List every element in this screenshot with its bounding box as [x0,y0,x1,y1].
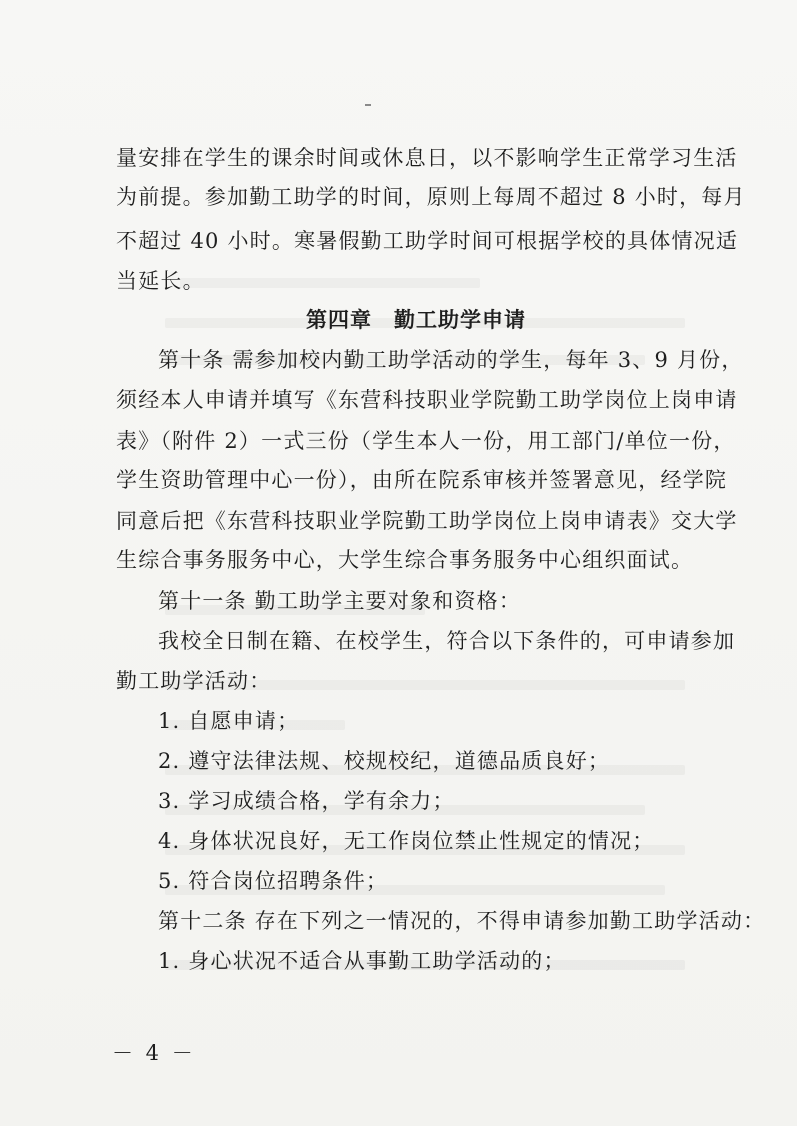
body-line: 不超过 40 小时。寒暑假勤工助学时间可根据学校的具体情况适 [116,229,739,253]
body-line: 为前提。参加勤工助学的时间，原则上每周不超过 8 小时，每月 [116,185,746,209]
page-number: － 4 － [112,1041,196,1065]
body-line: 须经本人申请并填写《东营科技职业学院勤工助学岗位上岗申请 [116,388,738,412]
body-line: 勤工助学活动： [116,669,272,693]
article-title: 第十一条 勤工助学主要对象和资格： [158,589,522,613]
chapter-heading: 第四章 勤工助学申请 [306,307,526,332]
list-item: 2. 遵守法律法规、校规校纪，道德品质良好； [158,749,611,773]
list-item: 1. 身心状况不适合从事勤工助学活动的； [158,949,566,973]
article-title: 第十二条 存在下列之一情况的，不得申请参加勤工助学活动： [158,909,766,933]
list-item: 4. 身体状况良好，无工作岗位禁止性规定的情况； [158,829,655,853]
body-line: 第十条 需参加校内勤工助学活动的学生，每年 3、9 月份， [158,348,744,372]
scan-mark [365,104,371,106]
body-line: 同意后把《东营科技职业学院勤工助学岗位上岗申请表》交大学 [116,509,738,533]
list-item: 1. 自愿申请； [158,709,300,733]
body-line: 量安排在学生的课余时间或休息日，以不影响学生正常学习生活 [116,146,738,170]
body-line: 学生资助管理中心一份），由所在院系审核并签署意见，经学院 [116,468,728,492]
list-item: 3. 学习成绩合格，学有余力； [158,789,455,813]
body-line: 当延长。 [116,269,205,293]
body-line: 我校全日制在籍、在校学生，符合以下条件的，可申请参加 [158,629,736,653]
body-line: 生综合事务服务中心，大学生综合事务服务中心组织面试。 [116,548,694,572]
body-line: 表》（附件 2）一式三份（学生本人一份，用工部门/单位一份， [116,429,736,453]
list-item: 5. 符合岗位招聘条件； [158,869,389,893]
